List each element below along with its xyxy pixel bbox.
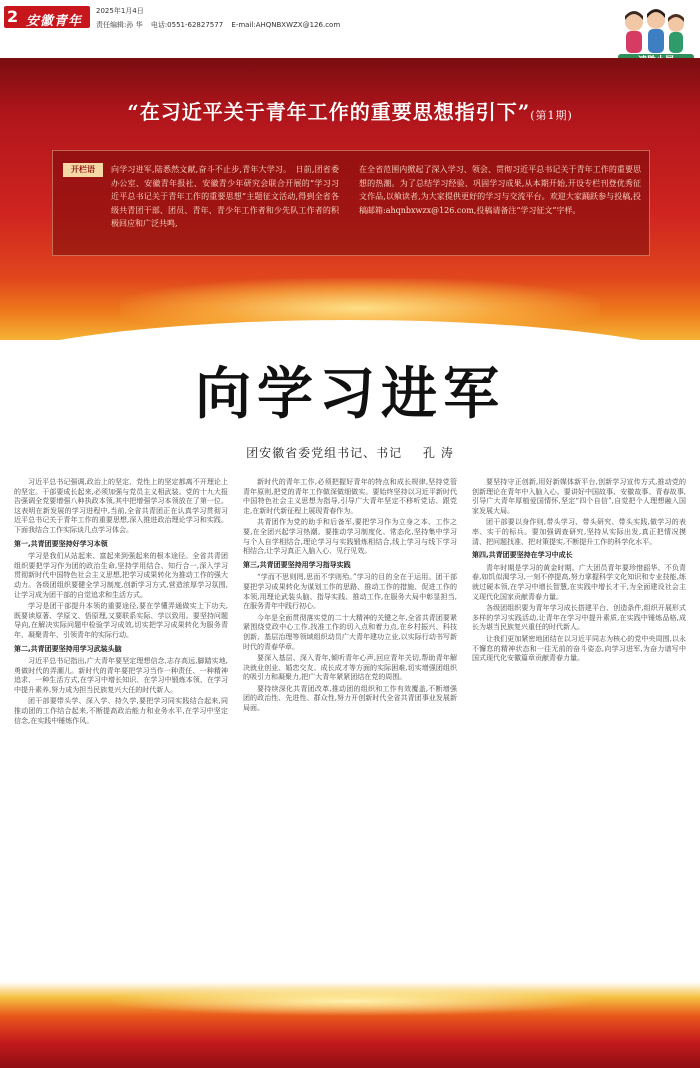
page-number: 2: [7, 7, 19, 26]
paragraph: 学习是团干部提升本领的重要途径,要在学懂弄通做实上下功夫,既要读原著、学原文、悟原理,又要联系实际、学以致用。要坚持问题导向,在解决实际问题中检验学习成效,切实把学习成果转化为服务青年、凝聚青年、引领青年的实际行动。: [14, 602, 228, 639]
article-headline: 向学习进军: [195, 361, 505, 427]
article-byline: [0, 444, 700, 461]
masthead-contact: [96, 20, 346, 30]
editor-note-box: [52, 150, 650, 256]
editor-credit: 责任编辑:孙 华: [96, 21, 143, 29]
article-body: [14, 478, 686, 978]
paragraph: 要深入基层、深入青年,倾听青年心声,回应青年关切,帮助青年解决就业创业、婚恋交友、成长成才等方面的实际困难,切实增强团组织的吸引力和凝聚力,把广大青年紧紧团结在党的周围。: [243, 654, 457, 682]
paragraph: 共青团作为党的助手和后备军,要把学习作为立身之本、工作之要,在全团兴起学习热潮。要推动学习制度化、常态化,坚持集中学习与个人自学相结合,理论学习与实践锻炼相结合,线上学习与线下学习相结合,让学习真正入脑入心、见行见效。: [243, 518, 457, 556]
footer-band: [0, 982, 700, 1068]
email-address: E-mail:AHQNBXWZX@126.com: [231, 21, 341, 29]
paragraph: “学而不思则罔,思而不学则殆。”学习的目的全在于运用。团干部要把学习成果转化为谋划工作的思路、推动工作的措施、促进工作的本领,用理论武装头脑、指导实践、推动工作,在服务大局中彰显担当,在服务青年中践行初心。: [243, 573, 457, 611]
paragraph: 青年时期是学习的黄金时期。广大团员青年要珍惜韶华、不负青春,如饥似渴学习,一刻不停提高,努力掌握科学文化知识和专业技能,练就过硬本领,在学习中增长智慧,在实践中增长才干,为全面建设社会主义现代化国家贡献青春力量。: [472, 563, 686, 601]
article-column-3: [472, 478, 686, 978]
author-title: 团安徽省委党组书记、书记: [246, 446, 403, 460]
paragraph: 要坚持守正创新,用好新媒体新平台,创新学习宣传方式,推动党的创新理论在青年中入脑入心。要讲好中国故事、安徽故事、青春故事,引导广大青年厚植爱国情怀,坚定“四个自信”,自觉把个人理想融入国家发展大局。: [472, 478, 686, 515]
issue-date: 2025年1月4日: [96, 7, 144, 15]
section-heading: 第三,共青团要坚持用学习指导实践: [243, 560, 351, 569]
paragraph: 习近平总书记强调,政治上的坚定、党性上的坚定都离不开理论上的坚定。干部要成长起来,必须加强与党员主义相武装。党的十九大报告强调全党要增强八种执政本领,其中把增强学习本领放在了第一位。这表明在新发展的学习进程中,当前,全省共青团正在认真学习贯彻习近平总书记关于青年工作的重要思想,深入推进政治理论学习和实践。下面我结合工作实际谈几点学习体会。: [14, 478, 228, 534]
paragraph: 学习是我们从站起来、富起来到强起来的根本途径。全省共青团组织要把学习作为团的政治生命,坚持学用结合、知行合一,深入学习贯彻新时代中国特色社会主义思想,把学习成果转化为推动工作的强大动力。各级团组织要健全学习制度,创新学习方式,营造浓厚学习氛围,让学习成为团干部的自觉追求和生活方式。: [14, 552, 228, 599]
youth-figures-icon: [604, 6, 694, 58]
paragraph: 各级团组织要为青年学习成长搭建平台、创造条件,组织开展形式多样的学习实践活动,让青年在学习中提升素质,在实践中锤炼品格,成长为堪当民族复兴重任的时代新人。: [472, 604, 686, 632]
phone-number: 电话:0551-62827577: [150, 21, 224, 29]
article-column-2: [243, 478, 457, 978]
section-heading: 第四,共青团要坚持在学习中成长: [472, 551, 573, 560]
editor-note-label: 开栏语: [63, 163, 103, 177]
article-column-1: [14, 478, 228, 978]
section-heading: 第二,共青团要坚持用学习武装头脑: [14, 644, 122, 653]
paragraph: 要持续深化共青团改革,推动团的组织和工作有效覆盖,不断增强团的政治性、先进性、群众性,努力开创新时代全省共青团事业发展新局面。: [243, 684, 457, 713]
editor-note-col1: 向学习进军,陆悉然文献,奋斗不止步,青年大学习。 日前,团省委办公室、安徽青年报社、安徽青少年研究会联合开展的“学习习近平总书记关于青年工作的重要思想”主题征文活动,得到全省各级共青团干部、团员、青年、青少年工作者和少先队工作者的积极回应和广泛共鸣,: [111, 165, 339, 228]
newspaper-logo: [4, 6, 90, 48]
paragraph: 让我们更加紧密地团结在以习近平同志为核心的党中央周围,以永不懈怠的精神状态和一往无前的奋斗姿态,向学习进军,为奋力谱写中国式现代化安徽篇章贡献青春力量。: [472, 634, 686, 663]
series-issue: (第1期): [530, 109, 573, 122]
paragraph: 今年是全面贯彻落实党的二十大精神的关键之年,全省共青团要紧紧围绕党政中心工作,找准工作的切入点和着力点,在乡村振兴、科技创新、基层治理等领域组织动员广大青年建功立业,以实际行动书写新时代的青春华章。: [243, 613, 457, 651]
editor-note-col2: 在全省范围内掀起了深入学习、领会、贯彻习近平总书记关于青年工作的重要思想的热潮。为了总结学习经验、巩固学习成果,从本期开始,开设专栏刊登优秀征文作品,以飨读者,为大家提供更好的学习与交流平台。欢迎大家踊跃参与投稿,投稿邮箱:ahqnbxwzx@126.com,投稿请备注“学习征文”字样。: [359, 165, 641, 215]
paragraph: 新时代的青年工作,必须把握好青年的特点和成长规律,坚持党管青年原则,把党的青年工作做深做细做实。要始终坚持以习近平新时代中国特色社会主义思想为指导,引导广大青年坚定不移听党话、跟党走,在新时代新征程上展现青春作为。: [243, 478, 457, 515]
footer-glow: [100, 986, 600, 1016]
paragraph: 团干部要带头学、深入学、持久学,要把学习同实践结合起来,同推动团的工作结合起来,不断提高政治能力和业务水平,在学习中坚定信念,在实践中锤炼作风。: [14, 697, 228, 725]
author-name: 孔 涛: [423, 446, 454, 460]
series-title: “在习近平关于青年工作的重要思想指引下”(第1期): [127, 100, 573, 124]
section-heading: 第一,共青团要坚持好学习本领: [14, 539, 108, 548]
newspaper-name: 安徽青年报: [26, 14, 83, 48]
masthead: [0, 0, 700, 58]
paragraph: 团干部要以身作则,带头学习、带头研究、带头实践,做学习的表率、实干的标兵。要加强调查研究,坚持从实际出发,真正把情况摸清、把问题找准、把对策提实,不断提升工作的科学化水平。: [472, 518, 686, 546]
paragraph: 习近平总书记指出,广大青年要坚定理想信念,志存高远,脚踏实地,勇做时代的弄潮儿。新时代的青年要把学习当作一种责任、一种精神追求、一种生活方式,在学习中增长知识、在学习中锻炼本领、在学习中提升素养,努力成为担当民族复兴大任的时代新人。: [14, 657, 228, 694]
